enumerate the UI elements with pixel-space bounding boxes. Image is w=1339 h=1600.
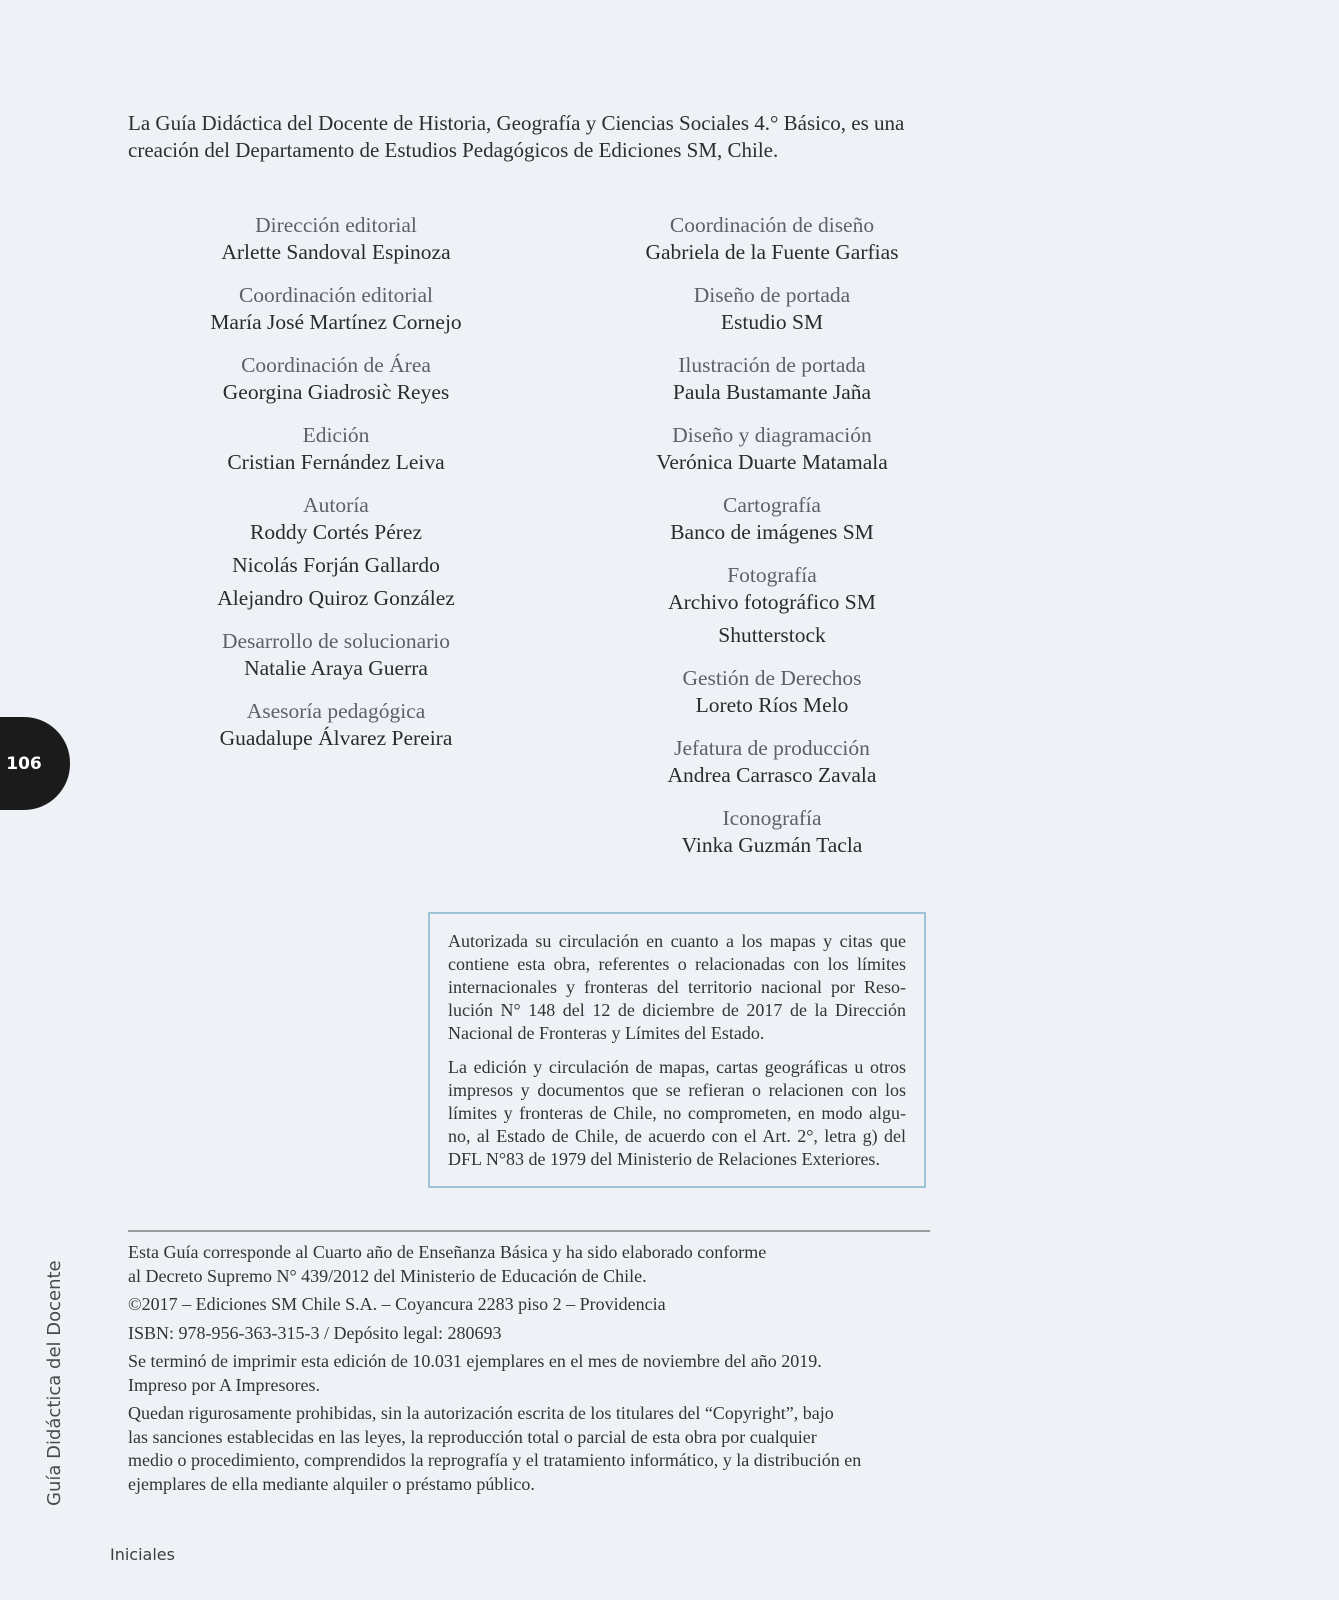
legal-line: Quedan rigurosamente prohibidas, sin la autorización escrita de los titulares del “Copyright”, bajo: [128, 1403, 834, 1423]
notice-paragraph: La edición y circulación de mapas, cartas geográficas u otros impresos y documentos que se refieran o relacionen con los límites y fronteras de Chile, no comprometen, en modo algu-no, al Estado de Chile, de acuerdo con el Art. 2°, letra g) del DFL N°83 de 1979 del Ministerio de Relaciones Exteriores.: [448, 1057, 906, 1169]
credit-role: Asesoría pedagógica: [246, 699, 426, 723]
credit-person: Natalie Araya Guerra: [244, 656, 428, 680]
credit-person: Loreto Ríos Melo: [695, 693, 849, 717]
credit-block: [156, 212, 516, 266]
legal-line: al Decreto Supremo N° 439/2012 del Ministerio de Educación de Chile.: [128, 1265, 647, 1286]
legal-info: [128, 1241, 938, 1501]
footer-section-label: Iniciales: [110, 1545, 175, 1564]
credit-role: Edición: [302, 423, 370, 447]
credit-block: [592, 735, 952, 789]
legal-paragraph: [128, 1402, 938, 1496]
credit-block: [156, 422, 516, 476]
credit-person: Gabriela de la Fuente Garfias: [645, 240, 899, 264]
legal-paragraph: [128, 1350, 938, 1397]
credit-role: Cartografía: [723, 493, 821, 517]
credits-right-column: [592, 212, 952, 875]
credit-block: [592, 562, 952, 649]
legal-line: ejemplares de ella mediante alquiler o préstamo público.: [128, 1473, 535, 1494]
credit-person: Estudio SM: [720, 310, 824, 334]
credit-block: [156, 698, 516, 752]
credit-role: Jefatura de producción: [674, 736, 870, 760]
credit-person: Banco de imágenes SM: [670, 520, 874, 544]
credit-role: Desarrollo de solucionario: [221, 629, 451, 653]
credit-role: Fotografía: [727, 563, 817, 587]
credit-block: [156, 628, 516, 682]
credit-person: Roddy Cortés Pérez: [250, 520, 422, 544]
credit-person: Arlette Sandoval Espinoza: [221, 240, 451, 264]
credit-role: Gestión de Derechos: [682, 666, 862, 690]
legal-line: Esta Guía corresponde al Cuarto año de Enseñanza Básica y ha sido elaborado conforme: [128, 1242, 767, 1262]
page-number-tab: [0, 717, 70, 810]
legal-line: Impreso por A Impresores.: [128, 1374, 320, 1395]
credit-role: Coordinación de diseño: [669, 213, 875, 237]
credit-person: Cristian Fernández Leiva: [227, 450, 445, 474]
credit-role: Diseño y diagramación: [672, 423, 872, 447]
intro-paragraph: [128, 110, 948, 164]
page-number: 106: [6, 753, 42, 774]
credit-block: [156, 352, 516, 406]
legal-line: Se terminó de imprimir esta edición de 10.031 ejemplares en el mes de noviembre del año 2019.: [128, 1351, 822, 1371]
credit-role: Dirección editorial: [255, 213, 417, 237]
credit-person: Andrea Carrasco Zavala: [667, 763, 877, 787]
legal-notice-box: [428, 912, 926, 1188]
divider-line: [128, 1230, 930, 1232]
credit-person: Vinka Guzmán Tacla: [681, 833, 863, 857]
credit-person: María José Martínez Cornejo: [210, 310, 462, 334]
credit-person: Nicolás Forján Gallardo: [232, 553, 440, 577]
credit-block: [592, 492, 952, 546]
credit-block: [156, 282, 516, 336]
credit-block: [592, 352, 952, 406]
side-running-title: Guía Didáctica del Docente: [44, 1260, 65, 1506]
credit-block: [592, 212, 952, 266]
isbn-line: ISBN: 978-956-363-315-3 / Depósito legal: 280693: [128, 1322, 502, 1343]
credit-role: Autoría: [303, 493, 369, 517]
credit-role: Ilustración de portada: [678, 353, 866, 377]
notice-paragraph: Autorizada su circulación en cuanto a los mapas y citas que contiene esta obra, referentes o relacionadas con los límites internacionales y fronteras del territorio nacional por Reso-lución N° 148 del 12 de diciembre de 2017 de la Dirección Nacional de Fronteras y Límites del Estado.: [448, 931, 906, 1043]
credit-role: Coordinación de Área: [241, 353, 431, 377]
credit-block: [592, 805, 952, 859]
credit-person: Verónica Duarte Matamala: [656, 450, 888, 474]
legal-line: las sanciones establecidas en las leyes, la reproducción total o parcial de esta obra por cualquier: [128, 1426, 817, 1447]
credit-role: Coordinación editorial: [238, 283, 434, 307]
credit-person: Alejandro Quiroz González: [217, 586, 455, 610]
credit-role: Iconografía: [722, 806, 822, 830]
intro-line: La Guía Didáctica del Docente de Historia, Geografía y Ciencias Sociales 4.° Básico, es una: [128, 111, 905, 135]
legal-line: medio o procedimiento, comprendidos la reprografía y el tratamiento informático, y la distribución en: [128, 1450, 862, 1470]
credits-left-column: [156, 212, 516, 768]
credit-block: [592, 665, 952, 719]
intro-line: creación del Departamento de Estudios Pedagógicos de Ediciones SM, Chile.: [128, 138, 779, 162]
legal-paragraph: [128, 1241, 938, 1288]
credit-block: [592, 422, 952, 476]
credit-person: Paula Bustamante Jaña: [672, 380, 872, 404]
credit-person: Guadalupe Álvarez Pereira: [219, 726, 453, 750]
credit-person: Shutterstock: [718, 623, 826, 647]
copyright-line: ©2017 – Ediciones SM Chile S.A. – Coyancura 2283 piso 2 – Providencia: [128, 1294, 666, 1314]
credit-block: [156, 492, 516, 612]
credit-person: Georgina Giadrosic̀ Reyes: [222, 380, 450, 404]
credit-person: Archivo fotográfico SM: [668, 590, 876, 614]
credit-block: [592, 282, 952, 336]
credit-role: Diseño de portada: [693, 283, 851, 307]
